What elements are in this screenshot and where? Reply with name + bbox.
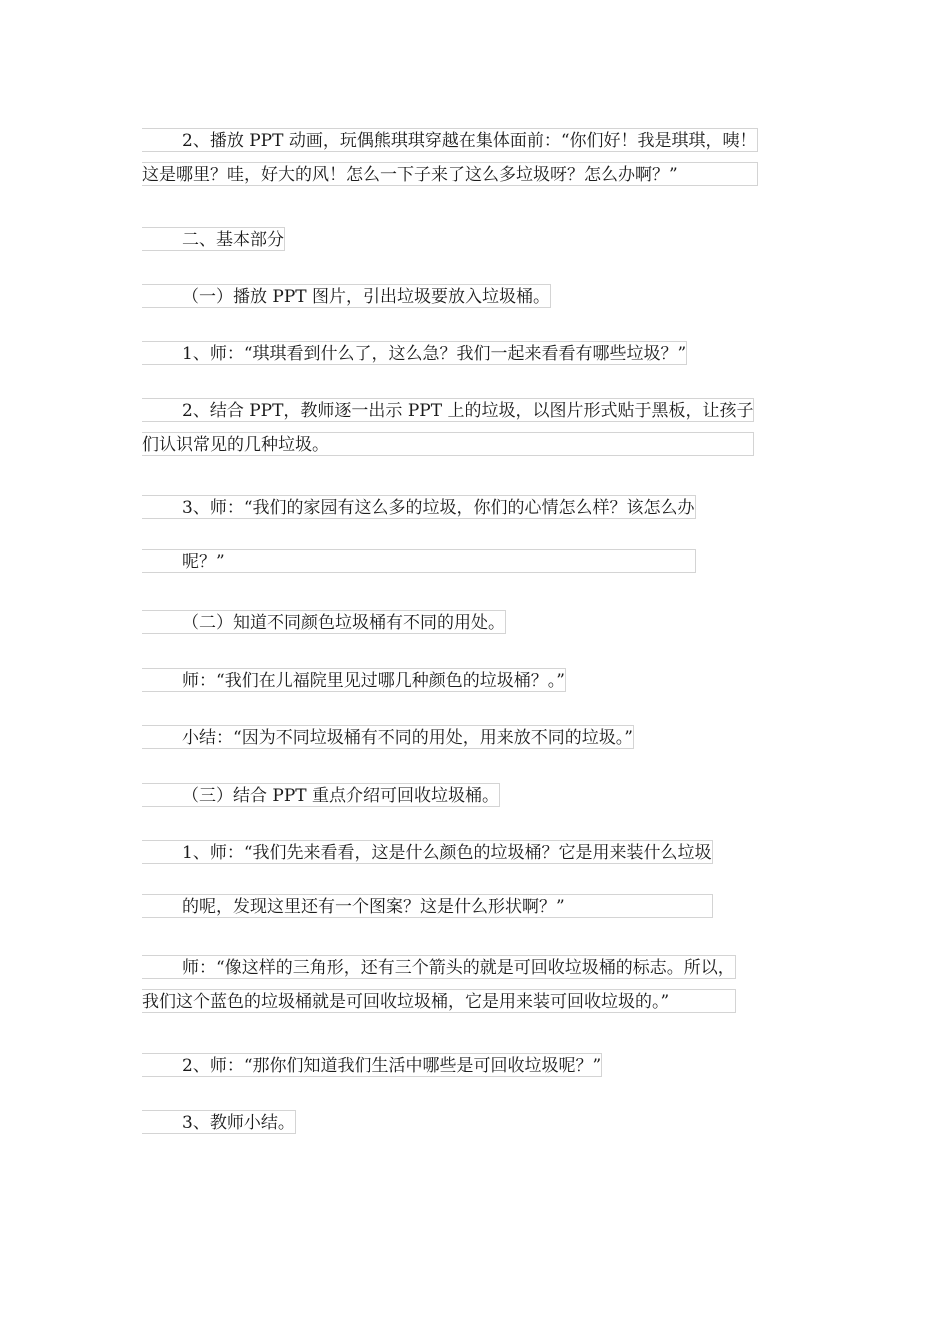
text-line: （二）知道不同颜色垃圾桶有不同的用处。 <box>142 610 506 634</box>
paragraph-step <box>142 495 696 573</box>
text-line: 2、结合 PPT，教师逐一出示 PPT 上的垃圾，以图片形式贴于黑板，让孩子 <box>142 398 754 422</box>
text-line: 师：“我们在儿福院里见过哪几种颜色的垃圾桶？。” <box>142 668 566 692</box>
text-line: （三）结合 PPT 重点介绍可回收垃圾桶。 <box>142 783 500 807</box>
text-line: 二、基本部分 <box>142 227 285 251</box>
text-line: 呢？” <box>142 549 696 573</box>
text-line: 小结：“因为不同垃圾桶有不同的用处，用来放不同的垃圾。” <box>142 725 634 749</box>
paragraph-step <box>142 840 713 918</box>
paragraph-dialogue <box>142 668 566 692</box>
text-line: 师：“像这样的三角形，还有三个箭头的就是可回收垃圾桶的标志。所以， <box>142 955 736 979</box>
text-line: 1、师：“我们先来看看，这是什么颜色的垃圾桶？它是用来装什么垃圾 <box>142 840 713 864</box>
text-line: 们认识常见的几种垃圾。 <box>142 432 754 456</box>
paragraph-dialogue <box>142 955 736 1013</box>
text-line: 这是哪里？哇，好大的风！怎么一下子来了这么多垃圾呀？怎么办啊？” <box>142 162 758 186</box>
text-line: 3、教师小结。 <box>142 1110 296 1134</box>
text-line: 我们这个蓝色的垃圾桶就是可回收垃圾桶，它是用来装可回收垃圾的。” <box>142 989 736 1013</box>
section-heading <box>142 227 285 251</box>
subsection-heading <box>142 284 551 308</box>
text-line: 的呢，发现这里还有一个图案？这是什么形状啊？” <box>142 894 713 918</box>
paragraph-intro-animation <box>142 128 758 186</box>
paragraph-step <box>142 1053 602 1077</box>
paragraph-step <box>142 1110 296 1134</box>
paragraph-step <box>142 398 754 456</box>
text-line: （一）播放 PPT 图片，引出垃圾要放入垃圾桶。 <box>142 284 551 308</box>
subsection-heading <box>142 610 506 634</box>
text-line: 3、师：“我们的家园有这么多的垃圾，你们的心情怎么样？该怎么办 <box>142 495 696 519</box>
subsection-heading <box>142 783 500 807</box>
text-line: 2、播放 PPT 动画，玩偶熊琪琪穿越在集体面前：“你们好！我是琪琪，咦！ <box>142 128 758 152</box>
text-line: 1、师：“琪琪看到什么了，这么急？我们一起来看看有哪些垃圾？” <box>142 341 687 365</box>
paragraph-step <box>142 341 687 365</box>
paragraph-summary <box>142 725 634 749</box>
text-line: 2、师：“那你们知道我们生活中哪些是可回收垃圾呢？” <box>142 1053 602 1077</box>
